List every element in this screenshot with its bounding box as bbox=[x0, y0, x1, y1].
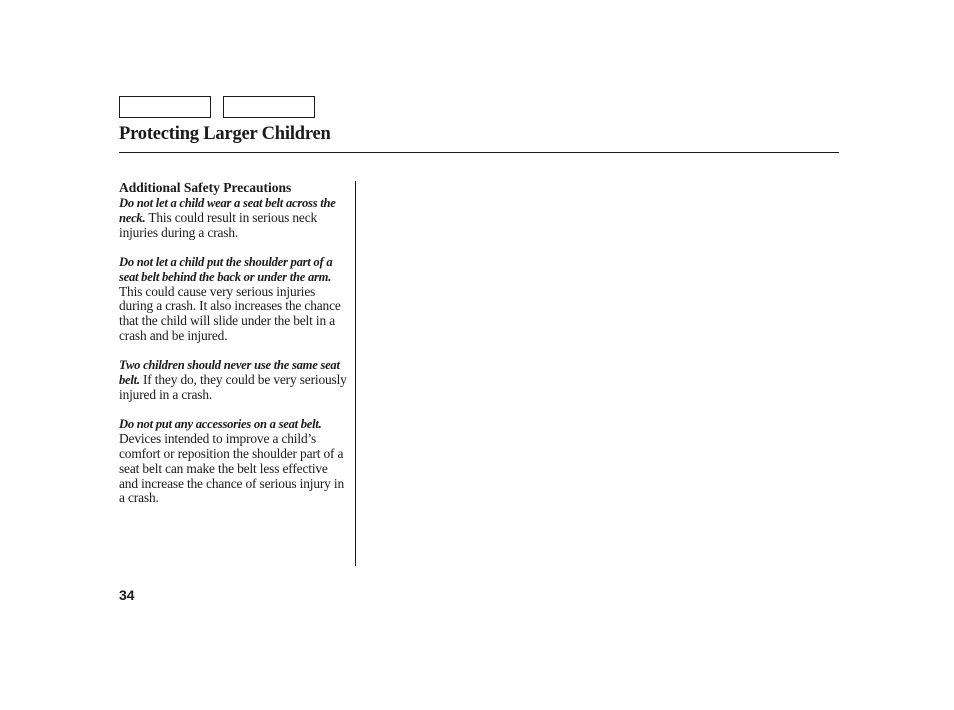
precaution-body: If they do, they could be very seriously injured in a crash. bbox=[119, 372, 347, 402]
precaution-paragraph bbox=[119, 417, 347, 506]
precaution-lead: Do not put any accessories on a seat belt. bbox=[119, 417, 322, 432]
precaution-paragraph bbox=[119, 196, 347, 240]
precaution-lead: Two children should never use the same seat belt. bbox=[119, 358, 340, 388]
precaution-body: Devices intended to improve a child’s comfort or reposition the shoulder part of a seat belt can make the belt less effective and increase the chance of serious injury in a crash. bbox=[119, 431, 345, 506]
precaution-lead: Do not let a child put the shoulder part of a seat belt behind the back or under the arm. bbox=[119, 254, 333, 284]
page-number: 34 bbox=[119, 587, 135, 603]
page-title: Protecting Larger Children bbox=[119, 124, 331, 144]
section-heading: Additional Safety Precautions bbox=[119, 180, 292, 195]
nav-tab-box[interactable] bbox=[119, 96, 211, 118]
text-column bbox=[119, 180, 347, 521]
precaution-paragraph bbox=[119, 358, 347, 402]
nav-tab-box[interactable] bbox=[223, 96, 315, 118]
precaution-paragraph bbox=[119, 255, 347, 344]
precaution-body: This could result in serious neck injuries during a crash. bbox=[119, 209, 318, 240]
title-divider bbox=[119, 152, 839, 153]
precaution-body: This could cause very serious injuries during a crash. It also increases the chance that the child will slide under the belt in a crash and be injured. bbox=[119, 283, 341, 343]
column-divider bbox=[355, 181, 356, 566]
precaution-lead: Do not let a child wear a seat belt across the neck. bbox=[119, 196, 336, 225]
